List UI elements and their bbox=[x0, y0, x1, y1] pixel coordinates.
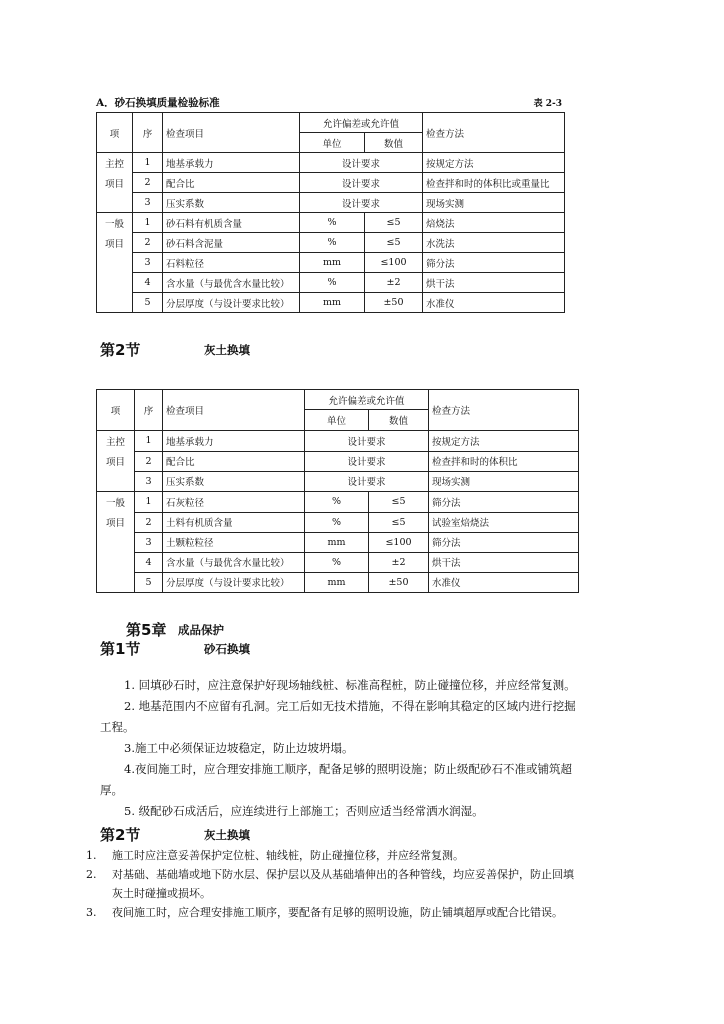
list-text: 夜间施工时，应合理安排施工顺序，要配备有足够的照明设施，防止铺填超厚或配合比错误。 bbox=[112, 906, 563, 919]
row-item: 砂石料有机质含量 bbox=[163, 213, 300, 233]
row-item: 地基承载力 bbox=[163, 431, 305, 452]
row-value: ≤5 bbox=[365, 213, 423, 233]
group-spacer bbox=[97, 273, 133, 293]
group-label: 项目 bbox=[97, 173, 133, 193]
row-unit: % bbox=[305, 552, 369, 572]
row-method: 焙烧法 bbox=[423, 213, 565, 233]
row-value: ≤5 bbox=[369, 492, 429, 513]
group-spacer bbox=[97, 572, 135, 593]
row-item: 含水量（与最优含水量比较） bbox=[163, 552, 305, 572]
table-row bbox=[97, 471, 579, 492]
row-seq: 3 bbox=[133, 253, 163, 273]
row-merged-value: 设计要求 bbox=[300, 173, 423, 193]
group-label: 项目 bbox=[97, 451, 135, 471]
header-value: 数值 bbox=[365, 133, 423, 153]
header-tolerance: 允许偏差或允许值 bbox=[300, 113, 423, 133]
list-number: 1. bbox=[86, 849, 97, 862]
row-item: 压实系数 bbox=[163, 471, 305, 492]
header-item: 项 bbox=[97, 390, 135, 431]
row-unit: mm bbox=[305, 532, 369, 552]
row-method: 试验室焙烧法 bbox=[429, 512, 579, 532]
row-value: ≤5 bbox=[369, 512, 429, 532]
paragraph: 2. 地基范围内不应留有孔洞。完工后如无技术措施，不得在影响其稳定的区域内进行挖掘 bbox=[124, 699, 576, 713]
row-unit: % bbox=[300, 213, 365, 233]
table-row bbox=[97, 492, 579, 513]
section-heading bbox=[100, 638, 250, 659]
row-merged-value: 设计要求 bbox=[300, 153, 423, 173]
row-item: 含水量（与最优含水量比较） bbox=[163, 273, 300, 293]
row-method: 按规定方法 bbox=[429, 431, 579, 452]
table-row bbox=[97, 293, 565, 313]
header-check-item: 检查项目 bbox=[163, 113, 300, 153]
row-value: ≤100 bbox=[369, 532, 429, 552]
row-method: 现场实测 bbox=[429, 471, 579, 492]
row-unit: mm bbox=[300, 293, 365, 313]
row-seq: 3 bbox=[135, 471, 163, 492]
row-method: 水洗法 bbox=[423, 233, 565, 253]
row-merged-value: 设计要求 bbox=[300, 193, 423, 213]
chapter-title: 成品保护 bbox=[178, 623, 224, 637]
header-seq: 序 bbox=[133, 113, 163, 153]
group-spacer bbox=[97, 193, 133, 213]
row-seq: 4 bbox=[135, 552, 163, 572]
table-row bbox=[97, 532, 579, 552]
list-item bbox=[86, 903, 646, 922]
row-unit: % bbox=[300, 233, 365, 253]
paragraph: 4.夜间施工时，应合理安排施工顺序，配备足够的照明设施；防止级配砂石不准或铺筑超 bbox=[124, 762, 572, 776]
header-item: 项 bbox=[97, 113, 133, 153]
header-value: 数值 bbox=[369, 410, 429, 431]
section-title: 灰土换填 bbox=[204, 828, 250, 842]
numbered-list bbox=[86, 846, 646, 922]
table-row bbox=[97, 552, 579, 572]
row-item: 配合比 bbox=[163, 173, 300, 193]
group-label: 主控 bbox=[97, 431, 135, 452]
row-method: 水准仪 bbox=[423, 293, 565, 313]
row-seq: 1 bbox=[133, 153, 163, 173]
group-label: 项目 bbox=[97, 233, 133, 253]
section-title: 灰土换填 bbox=[204, 343, 250, 357]
paragraph-continuation: 工程。 bbox=[100, 720, 135, 734]
section-heading bbox=[100, 824, 250, 845]
row-item: 土颗粒粒径 bbox=[163, 532, 305, 552]
table1-caption bbox=[96, 95, 562, 110]
row-seq: 4 bbox=[133, 273, 163, 293]
list-item bbox=[86, 846, 646, 865]
row-method: 按规定方法 bbox=[423, 153, 565, 173]
paragraph-continuation: 厚。 bbox=[100, 783, 123, 797]
table-row bbox=[97, 273, 565, 293]
section-body bbox=[100, 675, 640, 822]
row-value: ±50 bbox=[365, 293, 423, 313]
table2 bbox=[96, 389, 579, 593]
header-method: 检查方法 bbox=[423, 113, 565, 153]
row-item: 石灰粒径 bbox=[163, 492, 305, 513]
row-value: ≤100 bbox=[365, 253, 423, 273]
chapter-number: 第5章 bbox=[126, 621, 167, 639]
row-method: 烘干法 bbox=[429, 552, 579, 572]
table-row bbox=[97, 193, 565, 213]
paragraph: 1. 回填砂石时，应注意保护好现场轴线桩、标准高程桩，防止碰撞位移，并应经常复测。 bbox=[124, 678, 576, 692]
row-item: 配合比 bbox=[163, 451, 305, 471]
table-row bbox=[97, 572, 579, 593]
row-value: ±50 bbox=[369, 572, 429, 593]
table-row bbox=[97, 233, 565, 253]
table-row bbox=[97, 451, 579, 471]
header-unit: 单位 bbox=[305, 410, 369, 431]
row-item: 地基承载力 bbox=[163, 153, 300, 173]
row-unit: % bbox=[305, 492, 369, 513]
section-number: 第1节 bbox=[100, 640, 141, 658]
group-spacer bbox=[97, 552, 135, 572]
header-seq: 序 bbox=[135, 390, 163, 431]
row-unit: mm bbox=[300, 253, 365, 273]
row-item: 石料粒径 bbox=[163, 253, 300, 273]
row-seq: 2 bbox=[135, 512, 163, 532]
table-row bbox=[97, 173, 565, 193]
header-method: 检查方法 bbox=[429, 390, 579, 431]
row-seq: 2 bbox=[133, 233, 163, 253]
table1-title: A．砂石换填质量检验标准 bbox=[96, 97, 220, 109]
list-text: 施工时应注意妥善保护定位桩、轴线桩，防止碰撞位移，并应经常复测。 bbox=[112, 849, 464, 862]
group-spacer bbox=[97, 471, 135, 492]
list-number: 3. bbox=[86, 906, 97, 919]
table-row bbox=[97, 253, 565, 273]
group-spacer bbox=[97, 253, 133, 273]
row-item: 分层厚度（与设计要求比较） bbox=[163, 572, 305, 593]
group-spacer bbox=[97, 293, 133, 313]
row-seq: 5 bbox=[133, 293, 163, 313]
section-title: 砂石换填 bbox=[204, 642, 250, 656]
paragraph: 5. 级配砂石成活后，应连续进行上部施工；否则应适当经常洒水润湿。 bbox=[124, 804, 484, 818]
row-method: 检查拌和时的体积比 bbox=[429, 451, 579, 471]
group-label: 一般 bbox=[97, 213, 133, 233]
row-method: 水准仪 bbox=[429, 572, 579, 593]
row-item: 分层厚度（与设计要求比较） bbox=[163, 293, 300, 313]
row-seq: 3 bbox=[135, 532, 163, 552]
list-text: 对基础、基础墙或地下防水层、保护层以及从基础墙伸出的各种管线，均应妥善保护，防止回填 bbox=[112, 868, 574, 881]
chapter-heading bbox=[126, 619, 224, 640]
row-seq: 1 bbox=[135, 492, 163, 513]
list-number: 2. bbox=[86, 868, 97, 881]
row-merged-value: 设计要求 bbox=[305, 451, 429, 471]
table1 bbox=[96, 112, 565, 313]
row-seq: 1 bbox=[135, 431, 163, 452]
table1-ref: 表 2-3 bbox=[533, 99, 562, 109]
header-unit: 单位 bbox=[300, 133, 365, 153]
section-number: 第2节 bbox=[100, 826, 141, 844]
table-row bbox=[97, 153, 565, 173]
row-method: 烘干法 bbox=[423, 273, 565, 293]
row-method: 筛分法 bbox=[429, 532, 579, 552]
row-unit: % bbox=[305, 512, 369, 532]
table-row bbox=[97, 213, 565, 233]
group-label: 一般 bbox=[97, 492, 135, 513]
row-item: 土料有机质含量 bbox=[163, 512, 305, 532]
row-method: 检查拌和时的体积比或重量比 bbox=[423, 173, 565, 193]
row-unit: % bbox=[300, 273, 365, 293]
row-value: ±2 bbox=[365, 273, 423, 293]
row-seq: 1 bbox=[133, 213, 163, 233]
row-unit: mm bbox=[305, 572, 369, 593]
row-value: ±2 bbox=[369, 552, 429, 572]
row-item: 砂石料含泥量 bbox=[163, 233, 300, 253]
section-heading bbox=[100, 339, 250, 360]
section-number: 第2节 bbox=[100, 341, 141, 359]
row-seq: 2 bbox=[133, 173, 163, 193]
row-method: 筛分法 bbox=[423, 253, 565, 273]
list-item bbox=[86, 865, 646, 903]
list-text: 灰土时碰撞或损坏。 bbox=[112, 887, 211, 900]
row-method: 现场实测 bbox=[423, 193, 565, 213]
table-header-row bbox=[97, 113, 565, 133]
row-value: ≤5 bbox=[365, 233, 423, 253]
group-label: 项目 bbox=[97, 512, 135, 532]
group-spacer bbox=[97, 532, 135, 552]
row-seq: 5 bbox=[135, 572, 163, 593]
row-merged-value: 设计要求 bbox=[305, 471, 429, 492]
table-row bbox=[97, 512, 579, 532]
row-method: 筛分法 bbox=[429, 492, 579, 513]
paragraph: 3.施工中必须保证边坡稳定，防止边坡坍塌。 bbox=[124, 741, 354, 755]
row-merged-value: 设计要求 bbox=[305, 431, 429, 452]
table-header-row bbox=[97, 390, 579, 410]
row-item: 压实系数 bbox=[163, 193, 300, 213]
table-row bbox=[97, 431, 579, 452]
row-seq: 3 bbox=[133, 193, 163, 213]
group-label: 主控 bbox=[97, 153, 133, 173]
row-seq: 2 bbox=[135, 451, 163, 471]
header-check-item: 检查项目 bbox=[163, 390, 305, 431]
header-tolerance: 允许偏差或允许值 bbox=[305, 390, 429, 410]
